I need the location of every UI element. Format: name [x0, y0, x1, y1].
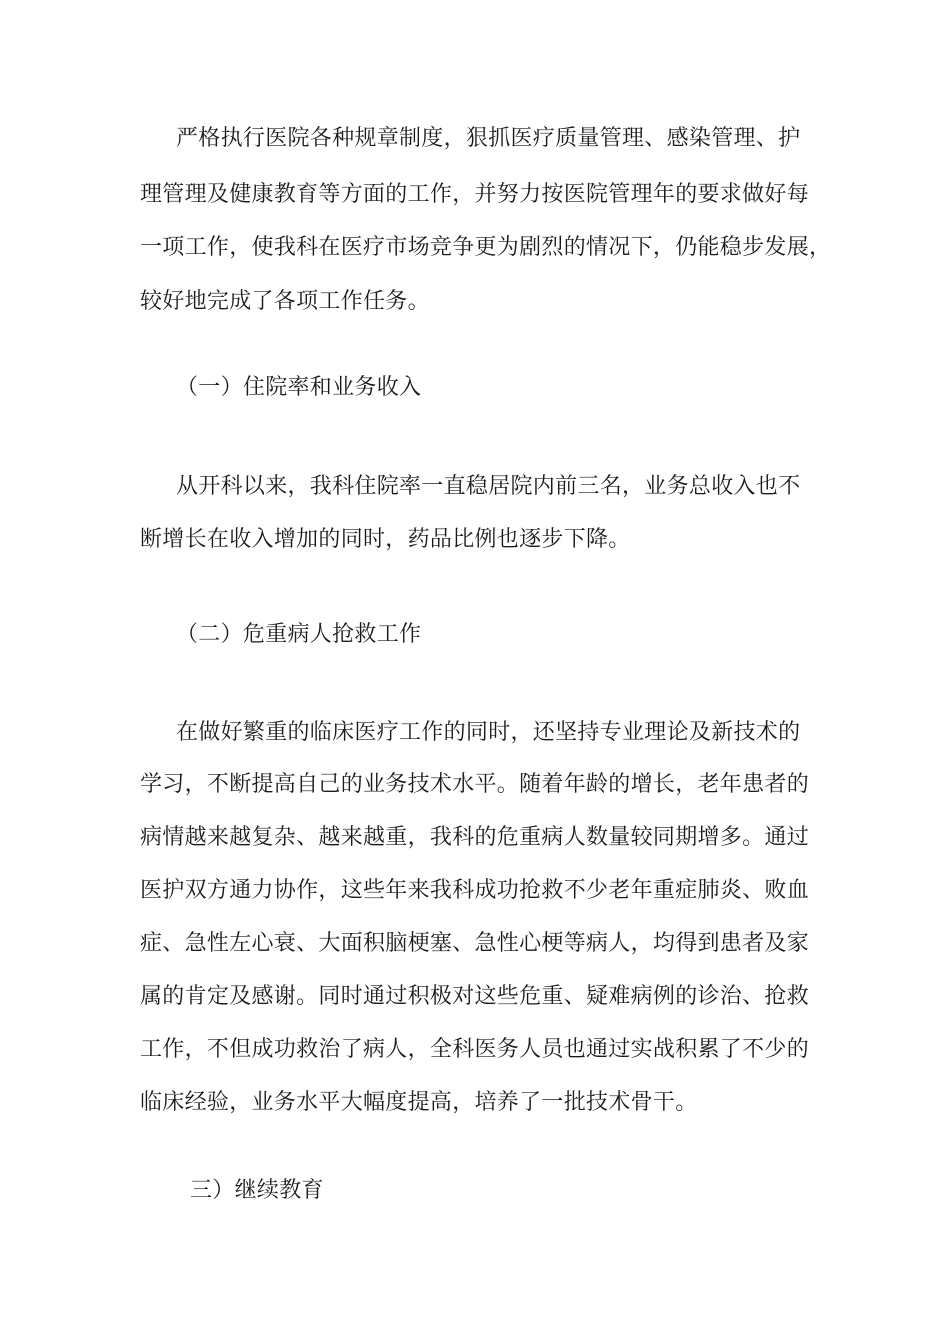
section-heading-1: （一）住院率和业务收入 [176, 375, 422, 400]
paragraph-3-line-1: 在做好繁重的临床医疗工作的同时，还坚持专业理论及新技术的 [176, 720, 801, 745]
section-heading-3: 三）继续教育 [190, 1178, 324, 1203]
section-heading-2: （二）危重病人抢救工作 [176, 622, 422, 647]
paragraph-3-line-2: 学习，不断提高自己的业务技术水平。随着年龄的增长，老年患者的 [140, 772, 810, 797]
paragraph-3-line-4: 医护双方通力协作，这些年来我科成功抢救不少老年重症肺炎、败血 [140, 878, 810, 903]
paragraph-3-line-7: 工作，不但成功救治了病人，全科医务人员也通过实战积累了不少的 [140, 1037, 810, 1062]
paragraph-3-line-3: 病情越来越复杂、越来越重，我科的危重病人数量较同期增多。通过 [140, 825, 810, 850]
paragraph-1-line-1: 严格执行医院各种规章制度，狠抓医疗质量管理、感染管理、护 [176, 126, 801, 151]
paragraph-2-line-1: 从开科以来，我科住院率一直稳居院内前三名，业务总收入也不 [176, 474, 801, 499]
paragraph-3-line-6: 属的肯定及感谢。同时通过积极对这些危重、疑难病例的诊治、抢救 [140, 984, 810, 1009]
paragraph-1-line-3: 一项工作，使我科在医疗市场竞争更为剧烈的情况下，仍能稳步发展， [140, 235, 832, 260]
paragraph-2-line-2: 断增长在收入增加的同时，药品比例也逐步下降。 [140, 527, 631, 552]
paragraph-3-line-8: 临床经验，业务水平大幅度提高，培养了一批技术骨干。 [140, 1090, 698, 1115]
paragraph-3-line-5: 症、急性左心衰、大面积脑梗塞、急性心梗等病人，均得到患者及家 [140, 931, 810, 956]
paragraph-1-line-2: 理管理及健康教育等方面的工作，并努力按医院管理年的要求做好每 [140, 182, 810, 207]
paragraph-1-line-4: 较好地完成了各项工作任务。 [140, 289, 430, 314]
